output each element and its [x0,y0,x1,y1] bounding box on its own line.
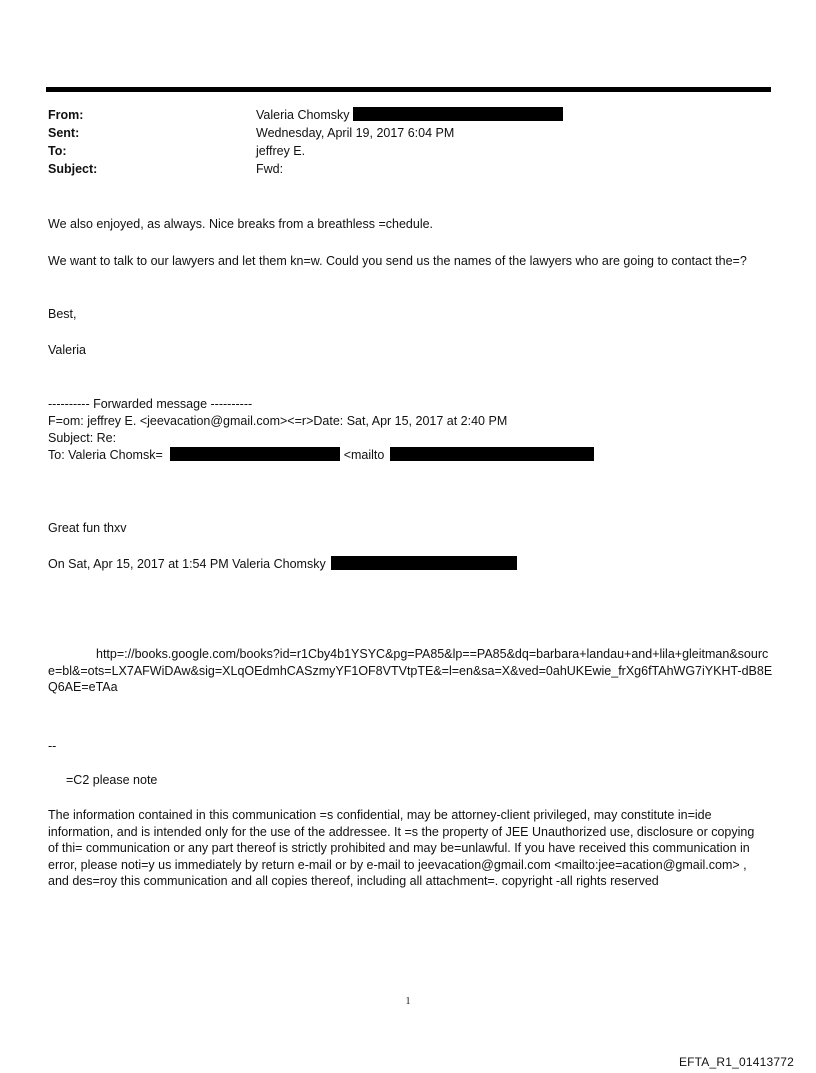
from-value [256,106,563,124]
forward-to-mailto: <mailto [343,448,385,462]
body-line-1: We also enjoyed, as always. Nice breaks from a breathless =chedule. [48,217,434,231]
sent-row [48,124,455,142]
redaction-box [390,447,594,461]
disclaimer: The information contained in this communication =s confidential, may be attorney-client privileged, may constitute in=ide information, and is intended only for the use of the addressee. It =s the property of JEE Unauthorized use, disclosure or copying of thi= communication or any part thereof is strictly prohibited and may be=unlawful. If you have received this communication in error, please noti=y us immediately by return e-mail or by e-mail to jeevacation@gmail.com <mailto:jee=acation@gmail.com> , and des=roy this communication and all copies thereof, including all attachment=. copyright -all rights reserved [48,808,755,888]
from-name: Valeria Chomsky [256,108,350,122]
quote-header [48,556,773,573]
forward-from-line: F=om: jeffrey E. <jeevacation@gmail.com><=r>Date: Sat, Apr 15, 2017 at 2:40 PM [48,414,508,428]
redaction-box [331,556,517,570]
quote-header-text: On Sat, Apr 15, 2017 at 1:54 PM Valeria Chomsky [48,557,326,571]
forward-subject-line: Subject: Re: [48,431,117,445]
sent-label: Sent: [48,126,80,140]
signature-dashes: -- [48,739,57,753]
to-row [48,142,306,160]
subject-row [48,160,284,178]
sent-value: Wednesday, April 19, 2017 6:04 PM [256,126,455,140]
forward-to-prefix: To: Valeria Chomsk= [48,448,163,462]
forward-divider: ---------- Forwarded message ---------- [48,397,253,411]
redaction-box [170,447,340,461]
document-id: EFTA_R1_01413772 [678,1055,794,1069]
to-label: To: [48,144,67,158]
please-note: =C2 please note [66,773,158,787]
subject-value: Fwd: [256,162,284,176]
book-url: http=://books.google.com/books?id=r1Cby4b1YSYC&pg=PA85&lp==PA85&dq=barbara+landau+and+lila+gleitman&source=bl&=ots=LX7AFWiDAw&sig=XLqOEdmhCASzmyYF1OF8VTVtpTE&=l=en&sa=X&ved=0ahUKEwie_frXg6fTAhWG7iYKHT-dB8EQ6AE=eTAa [48,647,773,694]
redaction-box [353,107,563,121]
reply-text: Great fun thxv [48,521,127,535]
from-row [48,106,350,124]
closing: Best, [48,307,77,321]
from-label: From: [48,108,84,122]
header-rule [46,87,771,92]
page-number: 1 [405,996,411,1007]
forward-to-line [48,447,773,464]
to-value: jeffrey E. [256,144,306,158]
subject-label: Subject: [48,162,98,176]
signature: Valeria [48,343,86,357]
body-line-2: We want to talk to our lawyers and let them kn=w. Could you send us the names of the lawyers who are going to contact the=? [48,254,747,268]
